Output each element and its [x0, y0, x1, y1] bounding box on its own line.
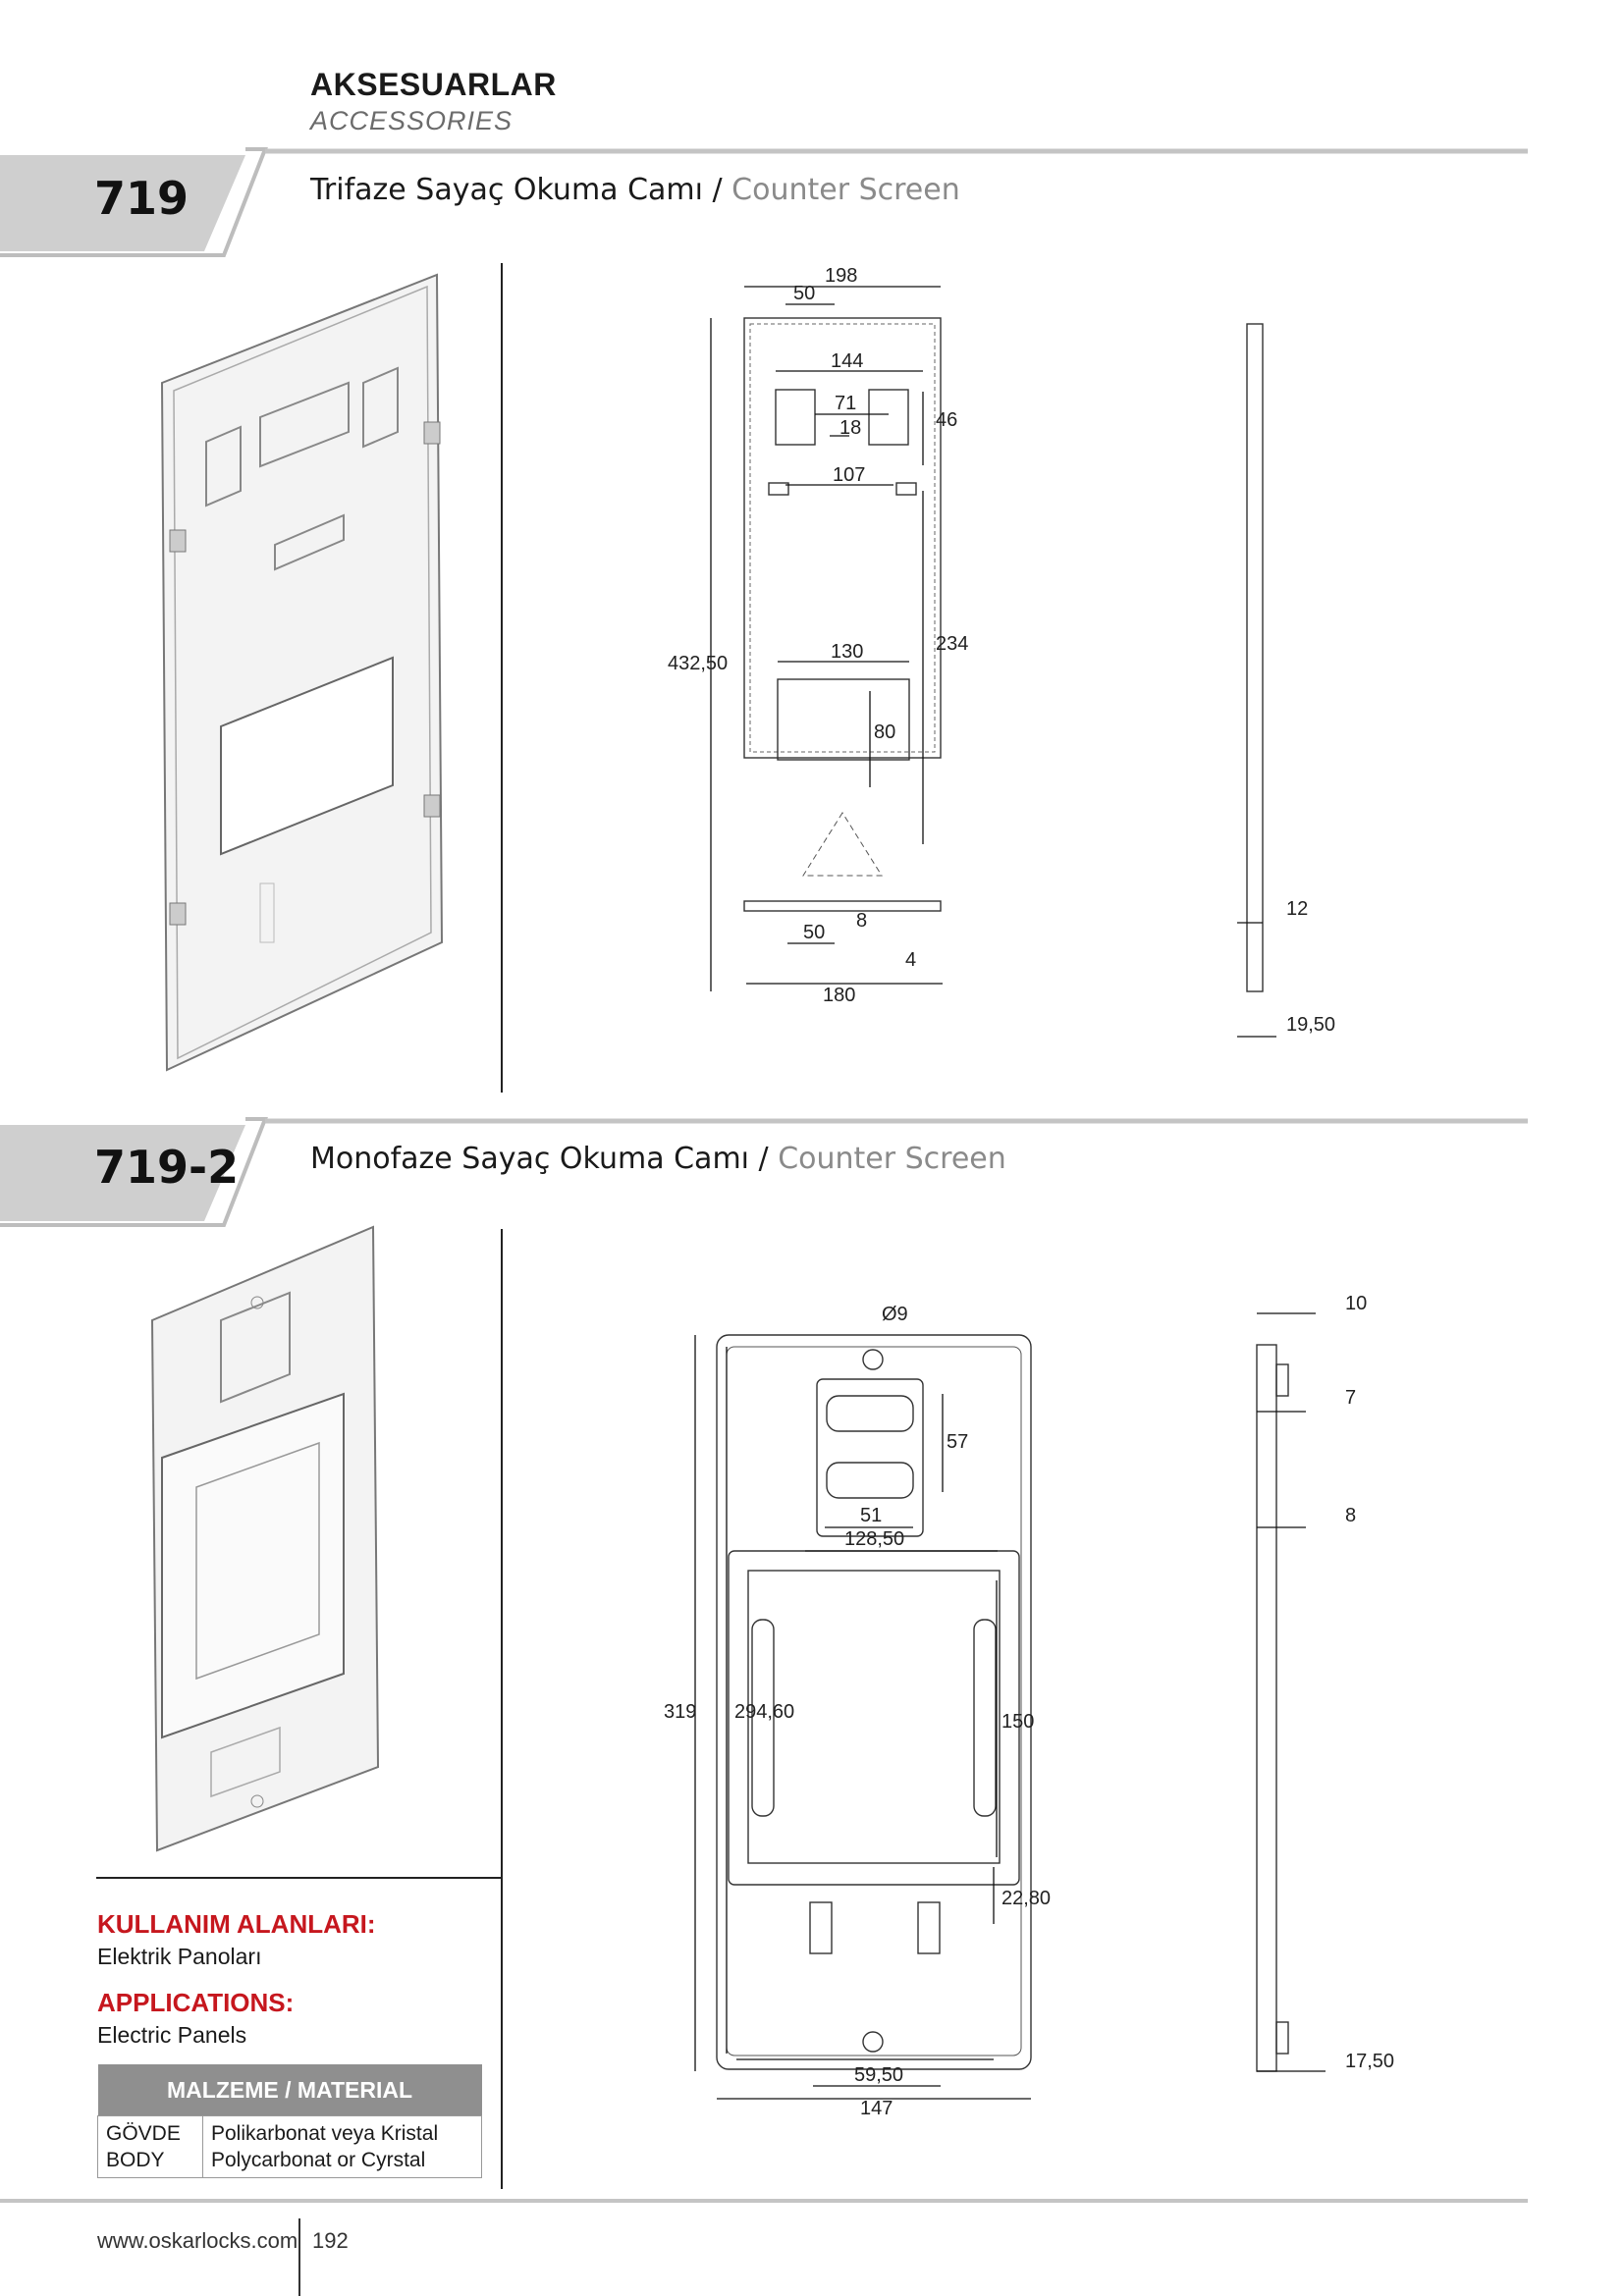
dimension-label: 180 [823, 985, 856, 1006]
product-title-719: Trifaze Sayaç Okuma Camı / Counter Screen [310, 173, 960, 207]
dimension-label: 50 [803, 922, 826, 943]
material-table [97, 2064, 482, 2178]
dimension-label: 22,80 [1001, 1888, 1052, 1909]
dimension-label: 19,50 [1286, 1014, 1336, 1036]
dimension-label: 51 [860, 1505, 883, 1526]
material-value: Polikarbonat veya Kristal Polycarbonat or Cyrstal [203, 2116, 482, 2178]
footer-divider [298, 2218, 300, 2296]
section-title: AKSESUARLAR [310, 67, 557, 102]
dimension-label: 294,60 [734, 1701, 795, 1723]
dimension-label: 17,50 [1345, 2051, 1395, 2072]
divider-vertical [501, 1229, 503, 2189]
dimension-label: 12 [1286, 898, 1309, 920]
dimension-label: 150 [1001, 1711, 1035, 1733]
dimension-label: 234 [936, 633, 969, 655]
dimension-label: 128,50 [844, 1528, 905, 1550]
dimension-label: 319 [664, 1701, 697, 1723]
dimension-label: 4 [905, 949, 917, 971]
dimension-label: 107 [833, 464, 866, 486]
dimension-label: 144 [831, 350, 864, 372]
material-table-header: MALZEME / MATERIAL [98, 2064, 482, 2116]
product-719-side-drawing [1208, 314, 1375, 1060]
product-719-2-image [147, 1222, 393, 1890]
dimension-label: 71 [835, 393, 857, 414]
dimension-label: Ø9 [882, 1304, 908, 1325]
product-code-719: 719 [94, 172, 189, 225]
dimension-label: 432,50 [668, 653, 729, 674]
footer-url[interactable]: www.oskarlocks.com [97, 2228, 298, 2253]
dimension-label: 8 [1345, 1505, 1357, 1526]
usage-heading-tr: KULLANIM ALANLARI: [97, 1909, 376, 1939]
footer-rule [0, 2199, 1528, 2203]
dimension-label: 10 [1345, 1293, 1368, 1314]
dimension-label: 7 [1345, 1387, 1357, 1409]
product-code-719-2: 719-2 [94, 1141, 240, 1194]
dimension-label: 8 [856, 910, 868, 932]
divider-vertical [501, 263, 503, 1093]
page-number: 192 [312, 2228, 349, 2253]
product-title-719-2: Monofaze Sayaç Okuma Camı / Counter Screen [310, 1142, 1006, 1176]
product-719-2-side-drawing [1218, 1286, 1414, 2101]
dimension-label: 147 [860, 2098, 893, 2119]
dimension-label: 59,50 [854, 2064, 904, 2086]
usage-heading-en: APPLICATIONS: [97, 1988, 295, 2017]
dimension-label: 57 [947, 1431, 969, 1453]
dimension-label: 18 [839, 417, 862, 439]
material-label: GÖVDE BODY [98, 2116, 203, 2178]
dimension-label: 50 [793, 283, 816, 304]
product-719-front-drawing [628, 257, 1237, 1082]
dimension-label: 80 [874, 721, 896, 743]
product-719-2-front-drawing [569, 1286, 1119, 2140]
product-719-image [152, 265, 476, 1080]
dimension-label: 198 [825, 265, 858, 287]
dimension-label: 46 [936, 409, 958, 431]
dimension-label: 130 [831, 641, 864, 663]
usage-text-en: Electric Panels [97, 2022, 247, 2048]
section-subtitle: ACCESSORIES [310, 106, 514, 135]
usage-text-tr: Elektrik Panoları [97, 1944, 262, 1969]
